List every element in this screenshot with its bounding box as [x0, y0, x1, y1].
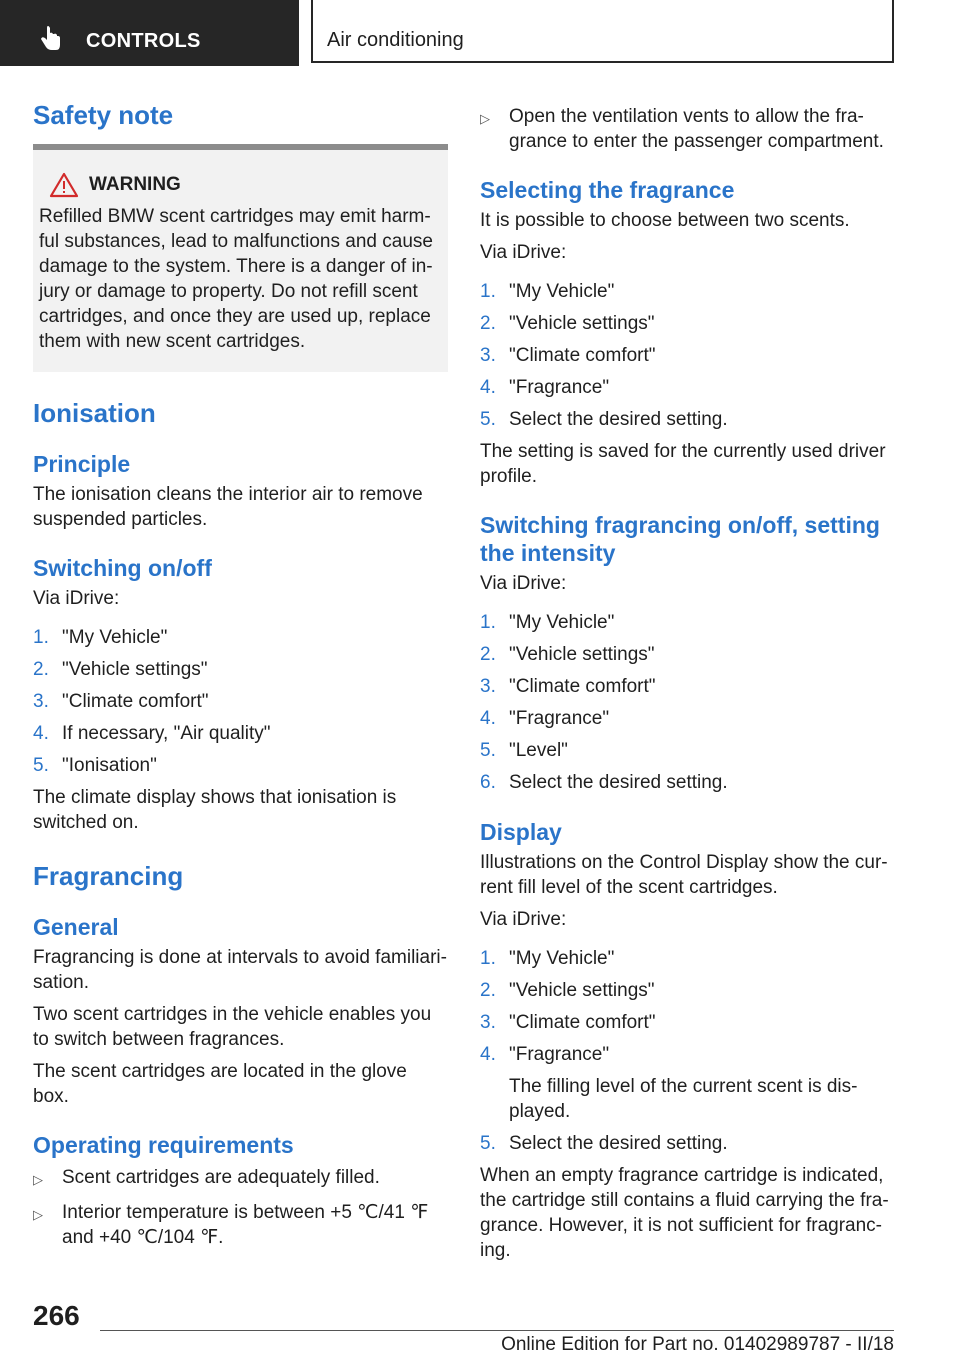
- selecting-heading: Selecting the fragrance: [480, 177, 735, 203]
- warning-text: [39, 204, 442, 354]
- list-item: 3. "Climate comfort": [480, 1012, 656, 1033]
- bullet-triangle-icon: ▷: [33, 1172, 43, 1187]
- ionisation-heading: Ionisation: [33, 398, 156, 428]
- list-item: 6. Select the desired setting.: [480, 772, 728, 793]
- list-item: ▷ Scent cartridges are adequately filled.: [33, 1165, 448, 1192]
- switching-note: switched on.: [33, 812, 139, 833]
- left-column: [33, 100, 448, 1250]
- display-note: When an empty fragrance cartridge is indicated,: [480, 1165, 884, 1186]
- display-note: grance. However, it is not sufficient for fragranc-: [480, 1215, 882, 1236]
- display-heading: Display: [480, 819, 562, 845]
- warning-label: WARNING: [89, 174, 181, 195]
- operating-list: [33, 1165, 448, 1250]
- switching-note: The climate display shows that ionisation is: [33, 787, 397, 808]
- list-item: 3. "Climate comfort": [33, 691, 209, 712]
- warning-box: [33, 144, 448, 372]
- list-item: 1. "My Vehicle": [33, 627, 168, 648]
- list-item: 1. "My Vehicle": [480, 948, 615, 969]
- list-item: 5. Select the desired setting.: [480, 1133, 728, 1154]
- list-item: 5. "Ionisation": [33, 755, 157, 776]
- edition-label: Online Edition for Part no. 01402989787 - II/18: [501, 1334, 894, 1355]
- warning-line: Refilled BMW scent cartridges may emit harm-: [39, 206, 431, 227]
- display-note: the cartridge still contains a fluid carrying the fra-: [480, 1190, 889, 1211]
- step-sub-text: The filling level of the current scent is dis- played.: [509, 1076, 858, 1122]
- selecting-text: It is possible to choose between two scents.: [480, 210, 850, 231]
- switching-heading: Switching on/off: [33, 555, 212, 581]
- list-item: 4. "Fragrance": [480, 708, 610, 729]
- page-number: 266: [33, 1300, 80, 1331]
- fragrancing-heading: Fragrancing: [33, 861, 184, 891]
- warning-line: cartridges, and once they are used up, replace: [39, 306, 431, 327]
- selecting-note: profile.: [480, 466, 538, 487]
- list-item: ▷ Open the ventilation vents to allow the fra- grance to enter the passenger compartment.: [480, 106, 884, 152]
- display-text: rent fill level of the scent cartridges.: [480, 877, 778, 898]
- warning-line: them with new scent cartridges.: [39, 331, 306, 352]
- general-text: Two scent cartridges in the vehicle enables you: [33, 1004, 432, 1025]
- section-label: CONTROLS: [86, 30, 201, 52]
- warning-line: ful substances, lead to malfunctions and cause: [39, 231, 433, 252]
- list-item: 2. "Vehicle settings": [480, 980, 655, 1001]
- display-steps: [480, 946, 895, 1156]
- selecting-note: The setting is saved for the currently used driver: [480, 441, 886, 462]
- principle-text: The ionisation cleans the interior air to remove: [33, 484, 423, 505]
- via-idrive-label: Via iDrive:: [480, 573, 567, 594]
- general-text: Fragrancing is done at intervals to avoid familiari-: [33, 947, 447, 968]
- general-text: sation.: [33, 972, 89, 993]
- operating-heading: Operating requirements: [33, 1132, 294, 1158]
- via-idrive-label: Via iDrive:: [480, 242, 567, 263]
- list-item: 5. "Level": [480, 740, 568, 761]
- principle-heading: Principle: [33, 451, 131, 477]
- general-text: to switch between fragrances.: [33, 1029, 285, 1050]
- warning-line: jury or damage to property. Do not refill scent: [39, 281, 418, 302]
- hand-pointer-icon: [38, 26, 64, 52]
- intensity-heading: Switching fragrancing on/off, setting the intensity: [480, 512, 880, 566]
- list-item: 3. "Climate comfort": [480, 676, 656, 697]
- chapter-tab: [311, 0, 894, 63]
- list-item: ▷ Interior temperature is between +5 ℃/41 ℉ and +40 ℃/104 ℉.: [33, 1202, 429, 1248]
- list-item: 1. "My Vehicle": [480, 612, 615, 633]
- section-tab: [0, 0, 299, 66]
- vent-list: [480, 104, 895, 154]
- general-heading: General: [33, 914, 119, 940]
- switching-steps: [33, 625, 448, 778]
- bullet-triangle-icon: ▷: [33, 1207, 43, 1222]
- warning-triangle-icon: [49, 172, 79, 198]
- general-text: The scent cartridges are located in the glove box.: [33, 1061, 407, 1107]
- right-column: [480, 104, 895, 1263]
- list-item: 3. "Climate comfort": [480, 345, 656, 366]
- chapter-title: Air conditioning: [327, 29, 464, 51]
- principle-text: suspended particles.: [33, 509, 208, 530]
- list-item: 4. "Fragrance": [480, 377, 610, 398]
- via-idrive-label: Via iDrive:: [480, 909, 567, 930]
- list-item: 2. "Vehicle settings": [480, 313, 655, 334]
- list-item: 1. "My Vehicle": [480, 281, 615, 302]
- via-idrive-label: Via iDrive:: [33, 588, 120, 609]
- list-item: 4. If necessary, "Air quality": [33, 723, 271, 744]
- display-note: ing.: [480, 1240, 511, 1261]
- intensity-steps: [480, 610, 895, 795]
- bullet-triangle-icon: ▷: [480, 111, 490, 126]
- list-item: 2. "Vehicle settings": [33, 659, 208, 680]
- footer-divider: [100, 1330, 894, 1331]
- warning-line: damage to the system. There is a danger of in-: [39, 256, 433, 277]
- selecting-steps: [480, 279, 895, 432]
- display-text: Illustrations on the Control Display show the cur-: [480, 852, 888, 873]
- list-item: 5. Select the desired setting.: [480, 409, 728, 430]
- list-item: 4. "Fragrance": [480, 1044, 610, 1065]
- warning-header: [39, 172, 442, 198]
- page-header: [0, 0, 960, 66]
- safety-note-heading: Safety note: [33, 100, 174, 130]
- list-item: 2. "Vehicle settings": [480, 644, 655, 665]
